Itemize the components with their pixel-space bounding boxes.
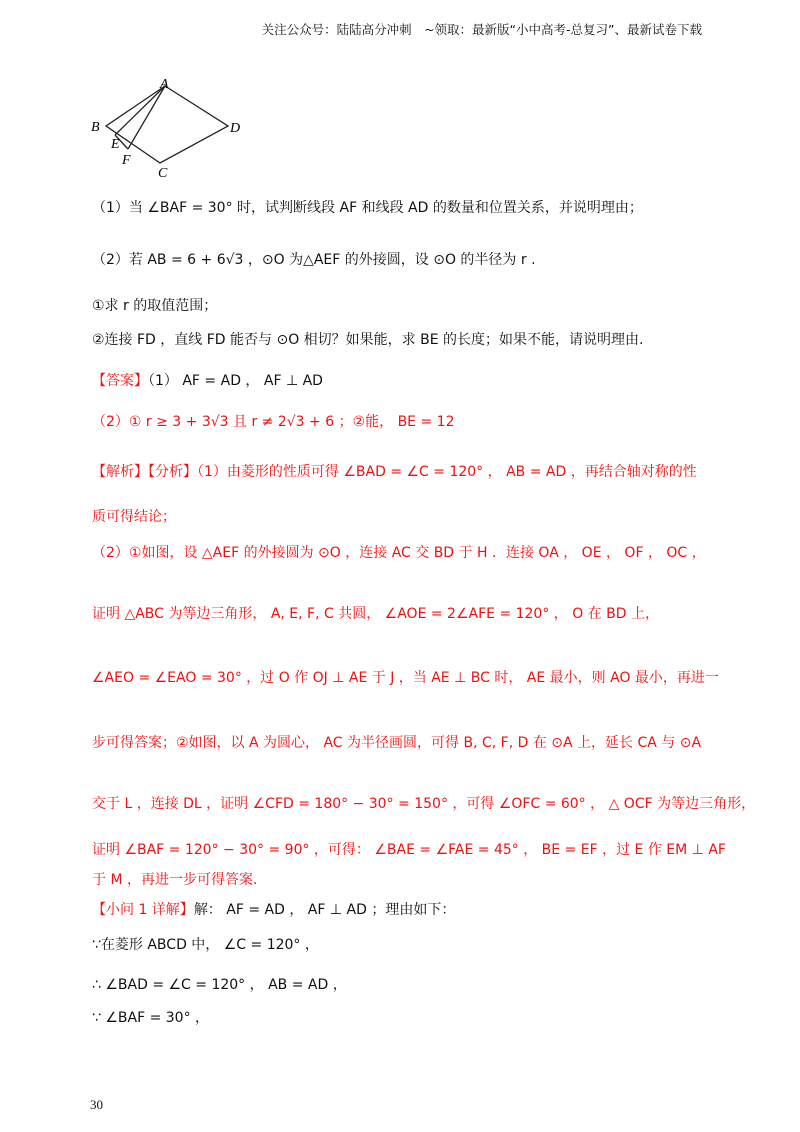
question-part-2-sub-2: ②连接 FD ，直线 FD 能否与 ⊙O 相切？如果能，求 BE 的长度；如果不能，请说明理由. xyxy=(92,332,644,348)
label-d: D xyxy=(230,121,241,136)
detail-line-4: ∵ ∠BAF = 30° ， xyxy=(92,1010,210,1026)
analysis-line-7: 交于 L ，连接 DL ，证明 ∠CFD = 180° − 30° = 150° ，可得 ∠OFC = 60° ， △ OCF 为等边三角形， xyxy=(92,796,756,812)
question-part-2-sub-1: ①求 r 的取值范围； xyxy=(92,298,218,314)
analysis-line-9: 于 M ，再进一步可得答案． xyxy=(92,872,267,888)
analysis-line-5: ∠AEO = ∠EAO = 30° ，过 O 作 OJ ⊥ AE 于 J ，当 AE ⊥ BC 时， AE 最小，则 AO 最小，再进一 xyxy=(92,670,719,686)
detail-line-3: ∴ ∠BAD = ∠C = 120° ， AB = AD ， xyxy=(92,977,347,993)
analysis-line-2: 质可得结论； xyxy=(92,509,176,525)
label-b: B xyxy=(91,120,100,135)
answer-text-1: （1） AF = AD ， AF ⊥ AD xyxy=(148,373,323,389)
question-part-1: （1）当 ∠BAF = 30° 时，试判断线段 AF 和线段 AD 的数量和位置关系，并说明理由； xyxy=(92,200,643,216)
label-a: A xyxy=(160,77,169,92)
page-header: 关注公众号：陆陆高分冲刺 ~领取：最新版“小中高考-总复习”、最新试卷下载 xyxy=(261,22,702,37)
analysis-line-4: 证明 △ABC 为等边三角形， A, E, F, C 共圆， ∠AOE = 2∠AFE = 120° ， O 在 BD 上， xyxy=(92,606,659,622)
rhombus-figure xyxy=(88,76,268,186)
answer-label: 【答案】 xyxy=(92,373,148,389)
detail-line-1 xyxy=(92,900,455,920)
label-c: C xyxy=(158,166,168,181)
analysis-line-1 xyxy=(92,462,697,482)
analysis-line-3: （2）①如图，设 △AEF 的外接圆为 ⊙O ，连接 AC 交 BD 于 H ．连接 OA ， OE ， OF ， OC ， xyxy=(92,545,706,561)
analysis-label: 【解析】【分析】 xyxy=(92,464,197,480)
detail-label: 【小问 1 详解】 xyxy=(92,902,194,918)
answer-line-1 xyxy=(92,371,323,391)
analysis-line-8: 证明 ∠BAF = 120° − 30° = 90° ，可得： ∠BAE = ∠FAE = 45° ， BE = EF ，过 E 作 EM ⊥ AF xyxy=(92,842,726,858)
page-number: 30 xyxy=(90,1097,103,1112)
detail-text-1: 解： AF = AD ， AF ⊥ AD ；理由如下： xyxy=(193,902,456,918)
answer-line-2: （2）① r ≥ 3 + 3√3 且 r ≠ 2√3 + 6 ；②能， BE = 12 xyxy=(92,414,455,430)
detail-line-2: ∵在菱形 ABCD 中， ∠C = 120° ， xyxy=(92,937,319,953)
analysis-text-1: （1）由菱形的性质可得 ∠BAD = ∠C = 120° ， AB = AD ，再结合轴对称的性 xyxy=(197,464,697,480)
label-f: F xyxy=(122,153,131,168)
analysis-line-6: 步可得答案；②如图，以 A 为圆心， AC 为半径画圆，可得 B, C, F, D 在 ⊙A 上，延长 CA 与 ⊙A xyxy=(92,735,702,751)
question-part-2: （2）若 AB = 6 + 6√3 ，⊙O 为△AEF 的外接圆，设 ⊙O 的半径为 r . xyxy=(92,252,536,268)
label-e: E xyxy=(111,137,120,152)
